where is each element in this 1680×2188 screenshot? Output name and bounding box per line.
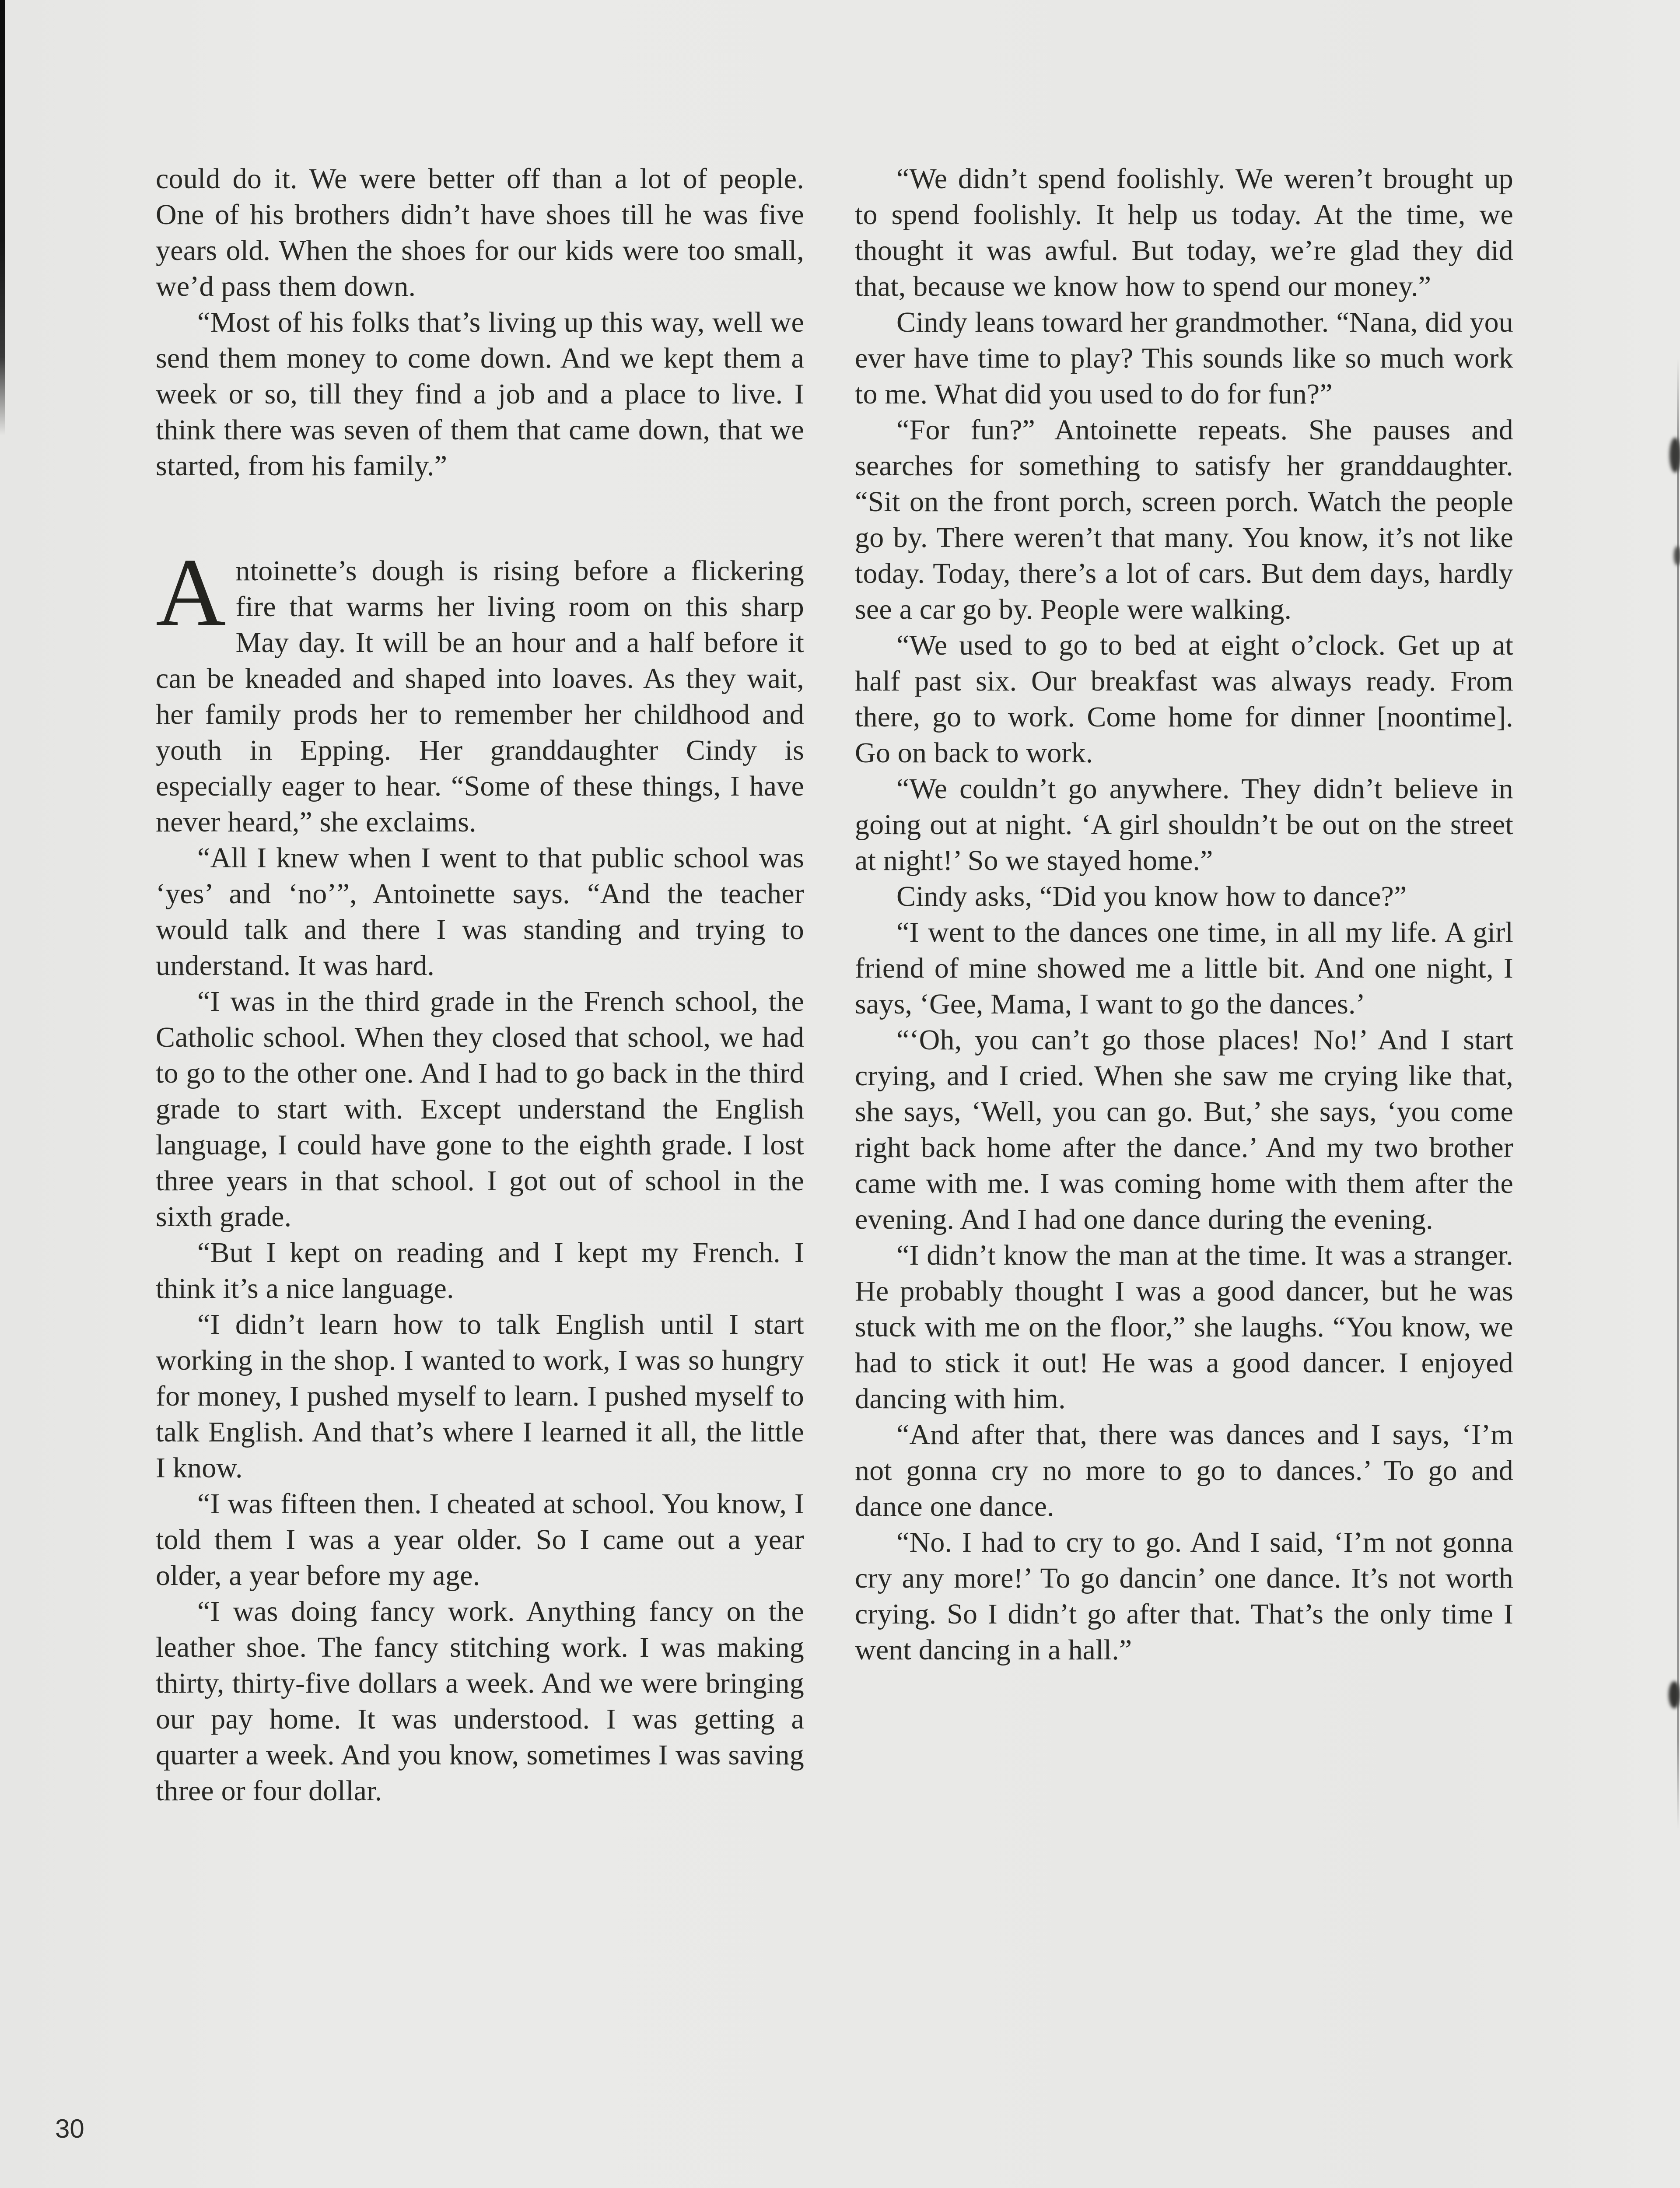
paragraph: “We couldn’t go anywhere. They didn’t believe in going out at night. ‘A girl shouldn’t be out on the street at night!’ So we stayed home.” (855, 773, 1513, 877)
paragraph: “I didn’t learn how to talk English until I start working in the shop. I wanted to work, I was so hungry for money, I pushed myself to learn. I pushed myself to talk English. And that’s where I learned it all, the little I know. (156, 1308, 804, 1484)
paragraph: “All I knew when I went to that public school was ‘yes’ and ‘no’”, Antoinette says. “And the teacher would talk and there I was standing and trying to understand. It was hard. (156, 842, 804, 982)
paragraph: “For fun?” Antoinette repeats. She pauses and searches for something to satisfy her granddaughter. “Sit on the front porch, screen porch. Watch the people go by. There weren’t that many. You know, it’s not like today. Today, there’s a lot of cars. But dem days, hardly see a car go by. People were walking. (855, 414, 1513, 625)
scan-blob-artifact (1669, 1681, 1680, 1708)
paragraph: “We didn’t spend foolishly. We weren’t brought up to spend foolishly. It help us today. At the time, we thought it was awful. But today, we’re glad they did that, because we know how to spend our money.” (855, 163, 1513, 302)
scan-edge-left-artifact (0, 0, 5, 435)
page-number: 30 (55, 2114, 84, 2143)
text-column-left (156, 161, 804, 1809)
paragraph: “And after that, there was dances and I says, ‘I’m not gonna cry no more to go to dances.’ To go and dance one dance. (855, 1419, 1513, 1522)
paragraph: Antoinette’s dough is rising before a flickering fire that warms her living room on this sharp May day. It will be an hour and a half before it can be kneaded and shaped into loaves. As they wait, her family prods her to remember her childhood and youth in Epping. Her granddaughter Cindy is especially eager to hear. “Some of these things, I have never heard,” she exclaims. (156, 539, 804, 838)
scan-blob-artifact (1674, 546, 1680, 565)
paragraph: “I went to the dances one time, in all my life. A girl friend of mine showed me a little bit. And one night, I says, ‘Gee, Mama, I want to go the dances.’ (855, 916, 1513, 1020)
paragraph: Cindy leans toward her grandmother. “Nana, did you ever have time to play? This sounds like so much work to me. What did you used to do for fun?” (855, 306, 1513, 410)
text-column-right (855, 161, 1513, 1668)
paragraph: Cindy asks, “Did you know how to dance?” (896, 880, 1407, 912)
scan-blob-artifact (1670, 438, 1680, 473)
paragraph: “But I kept on reading and I kept my French. I think it’s a nice language. (156, 1237, 804, 1304)
drop-cap: A (156, 539, 226, 646)
scan-edge-right-artifact (1677, 359, 1679, 1829)
paragraph: “I was doing fancy work. Anything fancy on the leather shoe. The fancy stitching work. I was making thirty, thirty-five dollars a week. And we were bringing our pay home. It was understood. I was getting a quarter a week. And you know, sometimes I was saving three or four dollar. (156, 1595, 804, 1807)
paragraph: “I didn’t know the man at the time. It was a stranger. He probably thought I was a good dancer, but he was stuck with me on the floor,” she laughs. “You know, we had to stick it out! He was a good dancer. I enjoyed dancing with him. (855, 1239, 1513, 1415)
paragraph: “Most of his folks that’s living up this way, well we send them money to come down. And we kept them a week or so, till they find a job and a place to live. I think there was seven of them that came down, that we started, from his family.” (156, 306, 804, 482)
paragraph: “‘Oh, you can’t go those places! No!’ And I start crying, and I cried. When she saw me crying like that, she says, ‘Well, you can go. But,’ she says, ‘you come right back home after the dance.’ And my two brother came with me. I was coming home with them after the evening. And I had one dance during the evening. (855, 1024, 1513, 1235)
paragraph: could do it. We were better off than a lot of people. One of his brothers didn’t have shoes till he was five years old. When the shoes for our kids were too small, we’d pass them down. (156, 163, 804, 302)
paragraph: “I was fifteen then. I cheated at school. You know, I told them I was a year older. So I came out a year older, a year before my age. (156, 1488, 804, 1592)
paragraph: “We used to go to bed at eight o’clock. Get up at half past six. Our breakfast was always ready. From there, go to work. Come home for dinner [noontime]. Go on back to work. (855, 629, 1513, 769)
paragraph: “I was in the third grade in the French school, the Catholic school. When they closed that school, we had to go to the other one. And I had to go back in the third grade to start with. Except understand the English language, I could have gone to the eighth grade. I lost three years in that school. I got out of school in the sixth grade. (156, 985, 804, 1233)
paragraph: “No. I had to cry to go. And I said, ‘I’m not gonna cry any more!’ To go dancin’ one dance. It’s not worth crying. So I didn’t go after that. That’s the only time I went dancing in a hall.” (855, 1526, 1513, 1666)
